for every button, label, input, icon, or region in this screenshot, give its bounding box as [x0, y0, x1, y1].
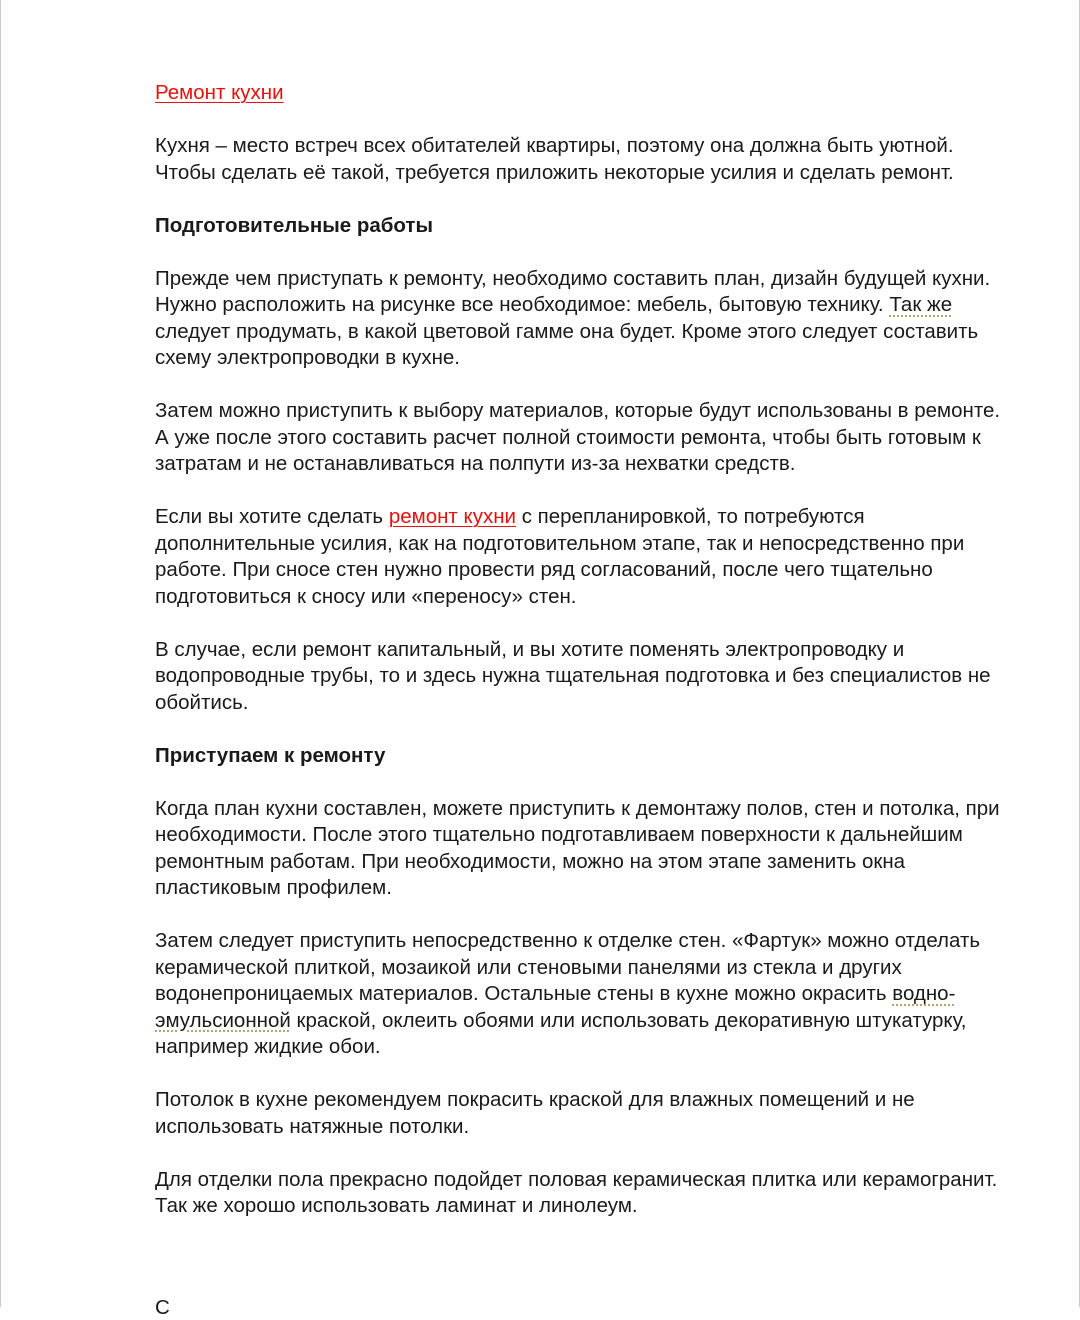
spellcheck-flagged-word: водно-эмульсионной — [155, 982, 956, 1032]
paragraph: Затем можно приступить к выбору материалов, которые будут использованы в ремонте. А уже после этого составить расчет полной стоимости ремонта, чтобы быть готовым к затратам и не останавливаться на полпути из-за нехватки средств. — [155, 399, 1001, 475]
paragraph-text: Прежде чем приступать к ремонту, необходимо составить план, дизайн будущей кухни. Нужно расположить на рисунке все необходимое: мебель, бытовую технику. — [155, 266, 991, 316]
paragraph-text: Затем следует приступить непосредственно к отделке стен. «Фартук» можно отделать керамической плиткой, мозаикой или стеновыми панелями из стекла и других водонепроницаемых материалов. Остальные стены в кухне можно окрасить — [155, 929, 981, 1005]
paragraph: В случае, если ремонт капитальный, и вы хотите поменять электропроводку и водопроводные трубы, то и здесь нужна тщательная подготовка и без специалистов не обойтись. — [155, 637, 991, 714]
paragraph — [155, 266, 1005, 372]
document-body — [155, 80, 1005, 1246]
title-link[interactable]: Ремонт кухни — [155, 81, 284, 104]
paragraph: Для отделки пола прекрасно подойдет половая керамическая плитка или керамогранит. Так же хорошо использовать ламинат и линолеум. — [155, 1167, 998, 1217]
paragraph-text: краской, оклеить обоями или использовать декоративную штукатурку, например жидкие обои. — [155, 1008, 967, 1058]
intro-paragraph: Кухня – место встреч всех обитателей квартиры, поэтому она должна быть уютной. Чтобы сделать её такой, требуется приложить некоторые усилия и сделать ремонт. — [155, 134, 954, 184]
paragraph: Когда план кухни составлен, можете приступить к демонтажу полов, стен и потолка, при необходимости. После этого тщательно подготавливаем поверхности к дальнейшим ремонтным работам. При необходимости, можно на этом этапе заменить окна пластиковым профилем. — [155, 796, 1000, 899]
paragraph-text: с перепланировкой, то потребуются дополнительные усилия, как на подготовительном этапе, так и непосредственно при работе. При сносе стен нужно провести ряд согласований, после чего тщательно подготовиться к сносу или «переносу» стен. — [155, 505, 965, 608]
paragraph-text: следует продумать, в какой цветовой гамме она будет. Кроме этого следует составить схему электропроводки в кухне. — [155, 319, 979, 369]
paragraph — [155, 504, 1005, 610]
section-heading-repair: Приступаем к ремонту — [155, 743, 386, 767]
paragraph — [155, 928, 1005, 1061]
clipped-next-line: С — [155, 1296, 170, 1319]
inline-link[interactable]: ремонт кухни — [388, 505, 516, 528]
paragraph: Потолок в кухне рекомендуем покрасить краской для влажных помещений и не использовать натяжные потолки. — [155, 1088, 915, 1138]
section-heading-preparation: Подготовительные работы — [155, 213, 433, 237]
paragraph-text: Если вы хотите сделать — [155, 505, 389, 528]
spellcheck-flagged-word: Так же — [889, 293, 953, 316]
